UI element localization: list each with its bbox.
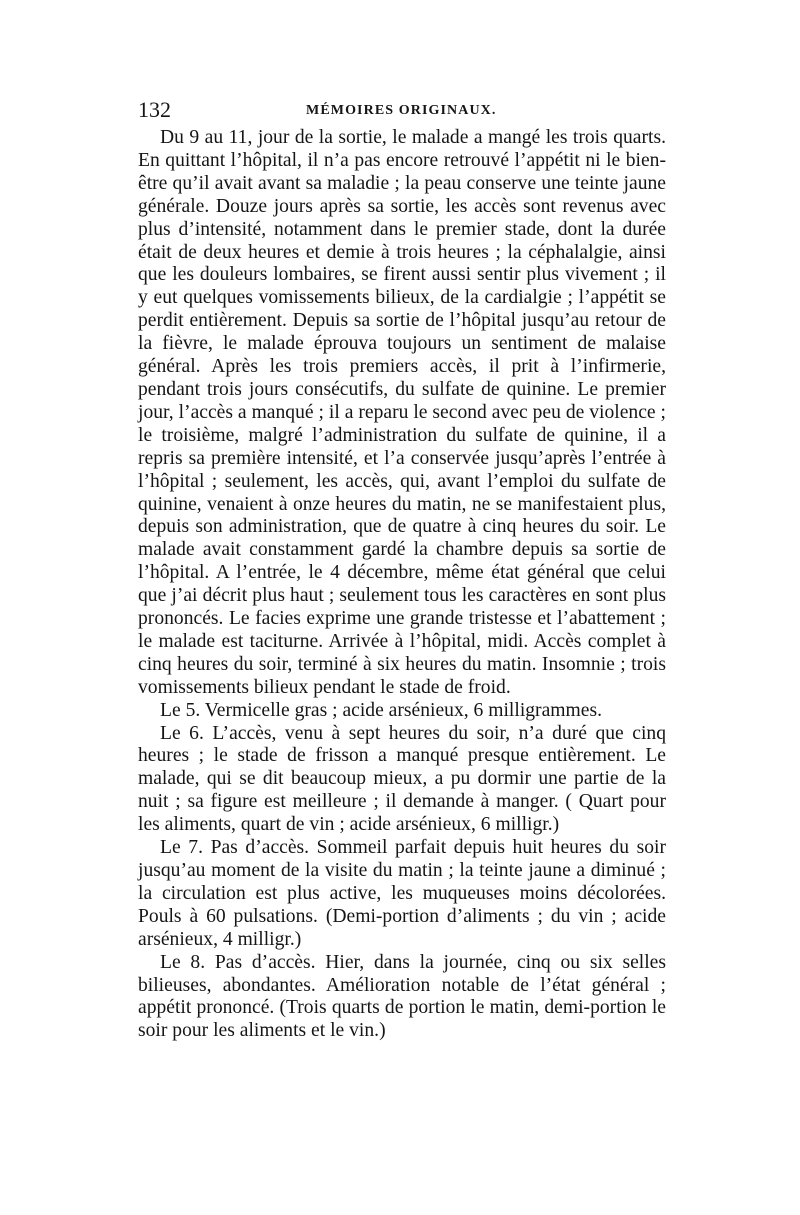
paragraph-day-5: Le 5. Vermicelle gras ; acide arsénieux, 6 milligrammes.	[160, 699, 602, 721]
body-text	[138, 127, 666, 1043]
running-title: MÉMOIRES ORIGINAUX.	[306, 103, 497, 118]
paragraph-day-8: Le 8. Pas d’accès. Hier, dans la journée, cinq ou six selles bilieuses, abondantes. Amélioration notable de l’état général ; appétit prononcé. (Trois quarts de portion le matin, demi-portion le soir pour les aliments et le vin.)	[138, 951, 666, 1042]
running-head	[138, 96, 666, 124]
paragraph-case-history: Du 9 au 11, jour de la sortie, le malade a mangé les trois quarts. En quittant l’hôpital, il n’a pas encore retrouvé l’appétit ni le bien-être qu’il avait avant sa maladie ; la peau conserve une teinte jaune générale. Douze jours après sa sortie, les accès sont revenus avec plus d’intensité, notamment dans le premier stade, dont la durée était de deux heures et demie à trois heures ; la céphalalgie, ainsi que les douleurs lombaires, se firent aussi sentir plus vivement ; il y eut quelques vomissements bilieux, de la cardialgie ; l’appétit se perdit entièrement. Depuis sa sortie de l’hôpital jusqu’au retour de la fièvre, le malade éprouva toujours un sentiment de malaise général. Après les trois premiers accès, il prit à l’infirmerie, pendant trois jours consécutifs, du sulfate de quinine. Le premier jour, l’accès a manqué ; il a reparu le second avec peu de violence ; le troisième, malgré l’administration du sulfate de quinine, il a repris sa première intensité, et l’a conservée jusqu’après l’entrée à l’hôpital ; seulement, les accès, qui, avant l’emploi du sulfate de quinine, venaient à onze heures du matin, ne se manifestaient plus, depuis son administration, que de quatre à cinq heures du soir. Le malade avait constamment gardé la chambre depuis sa sortie de l’hôpital. A l’entrée, le 4 décembre, même état général que celui que j’ai décrit plus haut ; seulement tous les caractères en sont plus prononcés. Le facies exprime une grande tristesse et l’abattement ; le malade est taciturne. Arrivée à l’hôpital, midi. Accès complet à cinq heures du soir, terminé à six heures du matin. Insomnie ; trois vomissements bilieux pendant le stade de froid.	[138, 127, 666, 698]
page-number: 132	[138, 97, 171, 122]
paragraph-day-7: Le 7. Pas d’accès. Sommeil parfait depuis huit heures du soir jusqu’au moment de la visite du matin ; la teinte jaune a diminué ; la circulation est plus active, les muqueuses moins décolorées. Pouls à 60 pulsations. (Demi-portion d’aliments ; du vin ; acide arsénieux, 4 milligr.)	[138, 837, 666, 950]
paragraph-day-6: Le 6. L’accès, venu à sept heures du soir, n’a duré que cinq heures ; le stade de frisson a manqué presque entièrement. Le malade, qui se dit beaucoup mieux, a pu dormir une partie de la nuit ; sa figure est meilleure ; il demande à manger. ( Quart pour les aliments, quart de vin ; acide arsénieux, 6 milligr.)	[138, 722, 666, 836]
